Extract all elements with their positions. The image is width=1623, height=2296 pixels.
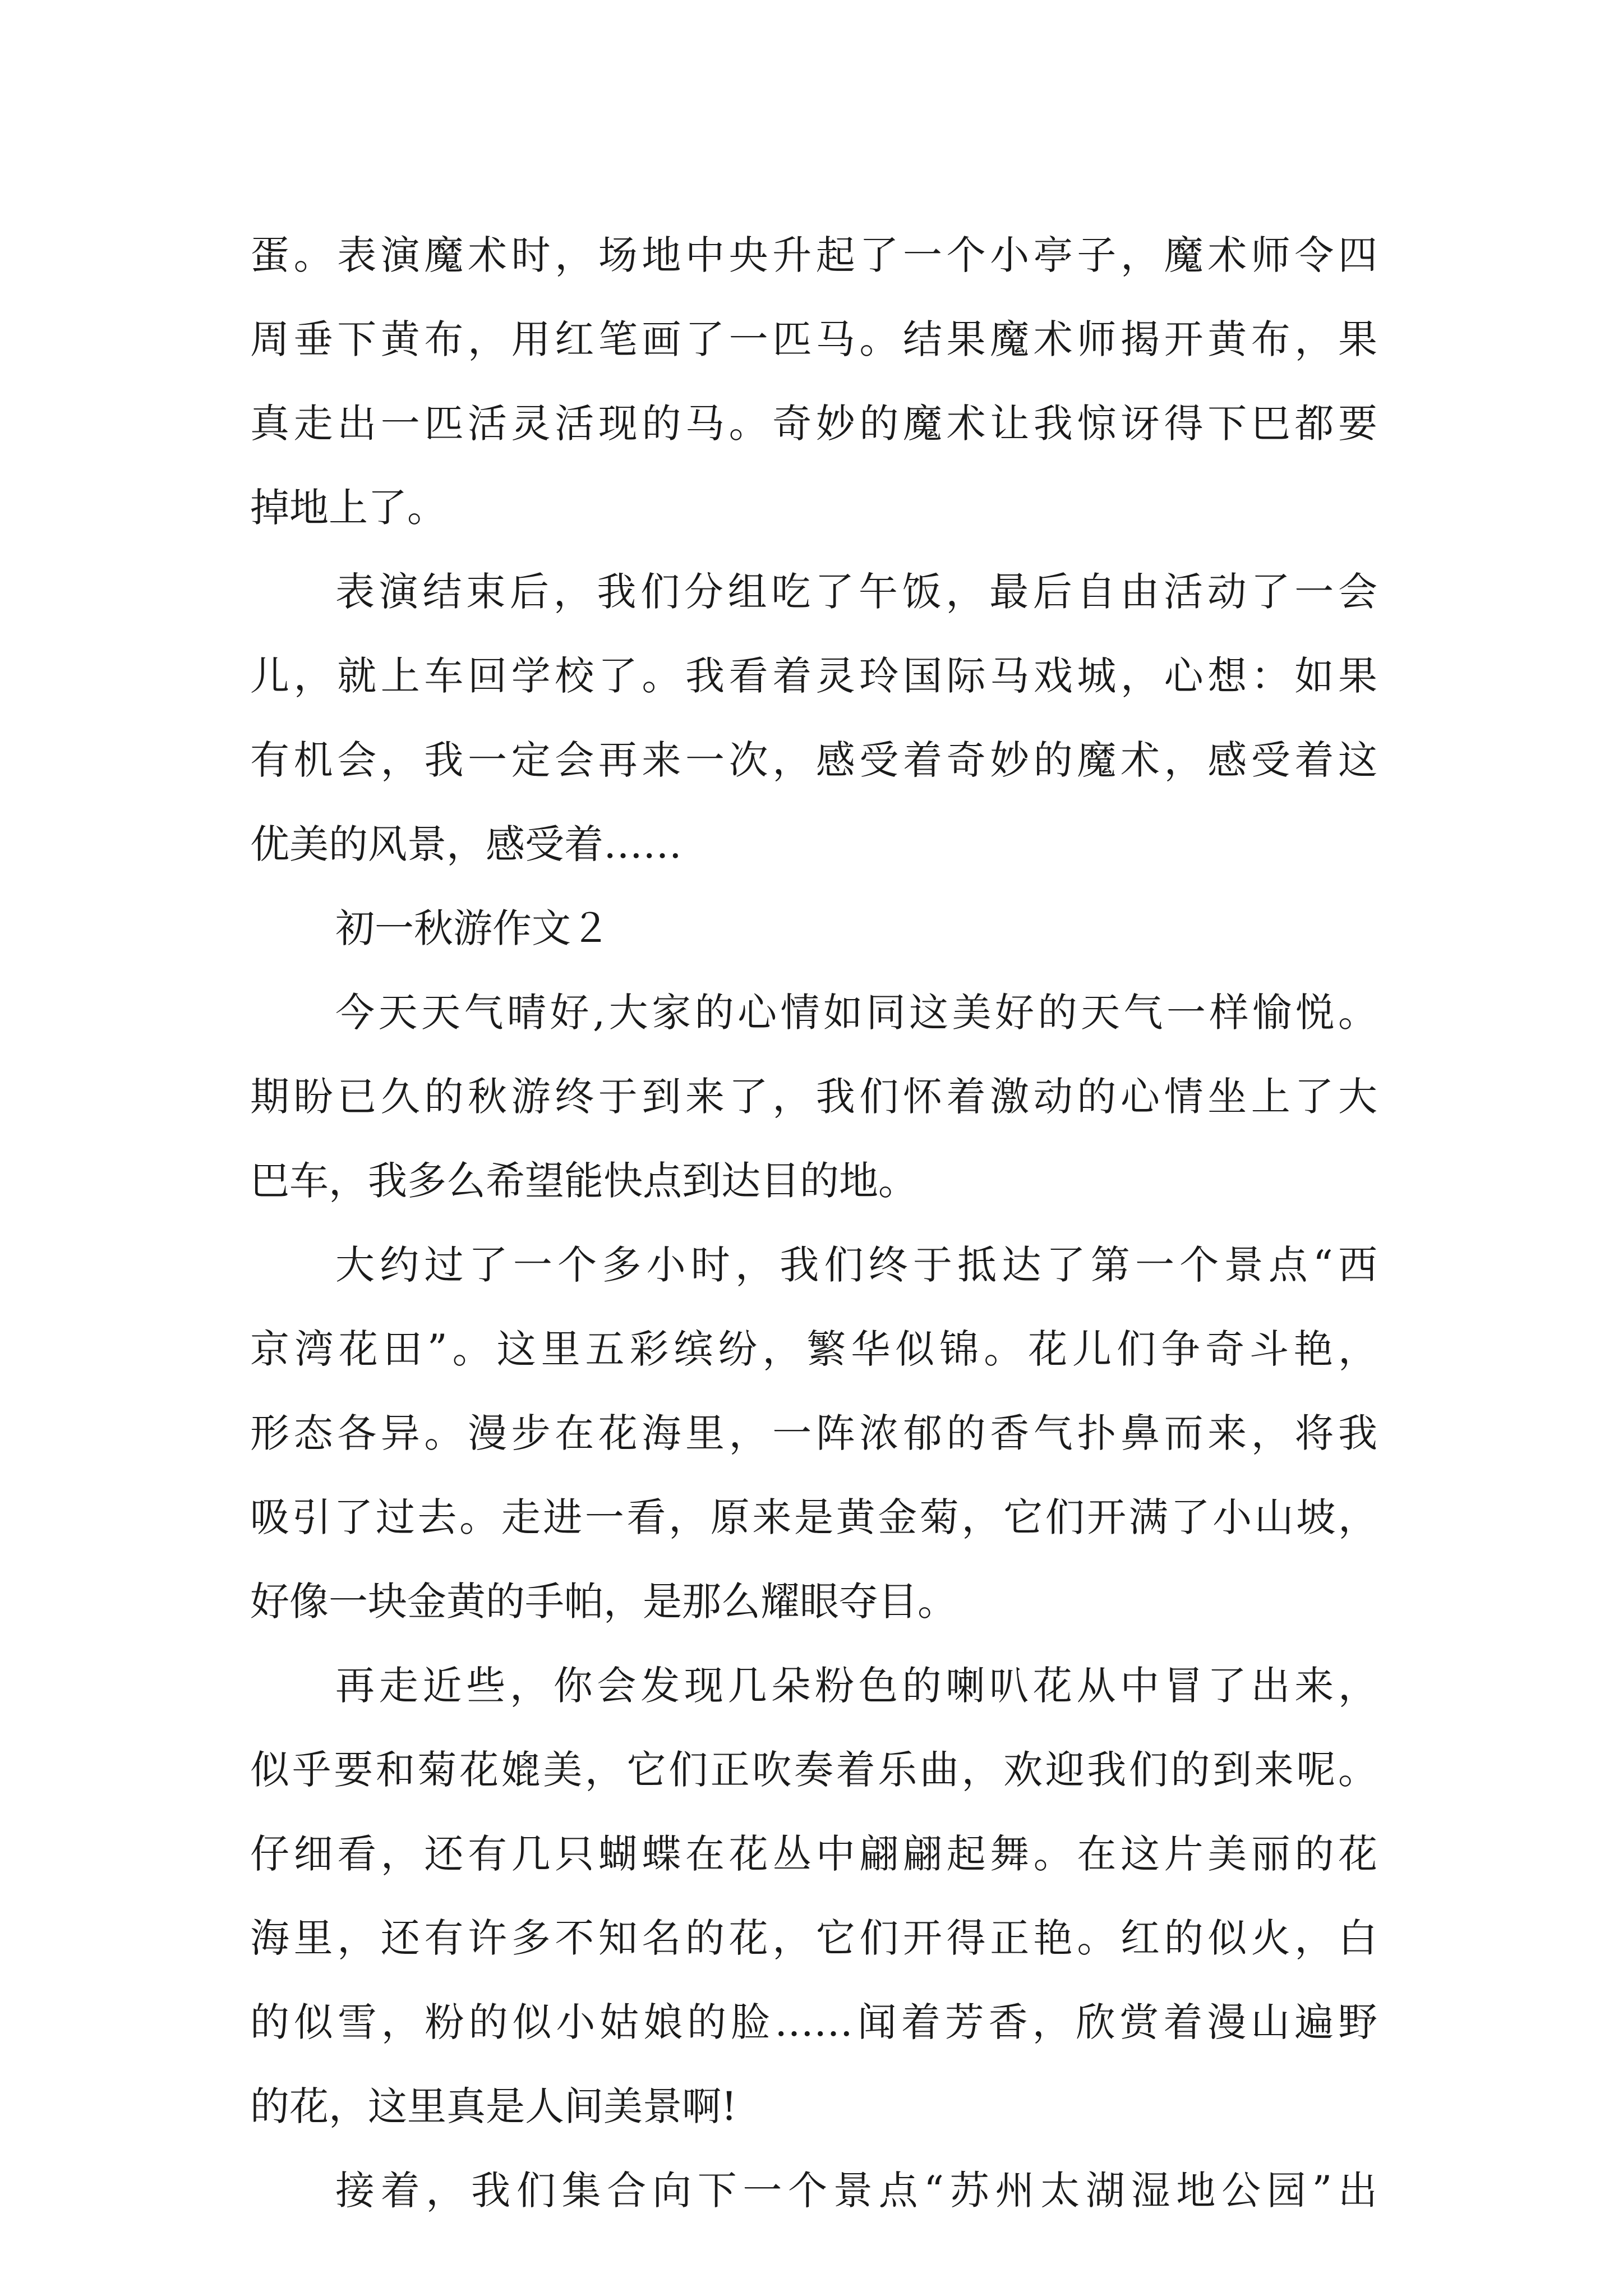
- essay-text: [250, 213, 1377, 2233]
- text-line: 形态各异。漫步在花海里，一阵浓郁的香气扑鼻而来，将我: [250, 1410, 1377, 1456]
- text-line: 大约过了一个多小时，我们终于抵达了第一个景点“西: [335, 1242, 1377, 1288]
- text-line: 期盼已久的秋游终于到来了，我们怀着激动的心情坐上了大: [250, 1074, 1377, 1120]
- text-line: 京湾花田”。这里五彩缤纷，繁华似锦。花儿们争奇斗艳，: [250, 1326, 1377, 1372]
- text-line: 今天天气晴好,大家的心情如同这美好的天气一样愉悦。: [335, 990, 1377, 1036]
- text-line: 优美的风景，感受着……: [250, 821, 682, 867]
- text-line: 儿，就上车回学校了。我看着灵玲国际马戏城，心想：如果: [250, 653, 1377, 699]
- text-line: 再走近些，你会发现几朵粉色的喇叭花从中冒了出来，: [335, 1663, 1377, 1709]
- text-line: 掉地上了。: [250, 485, 446, 531]
- text-line: 有机会，我一定会再来一次，感受着奇妙的魔术，感受着这: [250, 737, 1377, 783]
- text-line: 好像一块金黄的手帕，是那么耀眼夺目。: [250, 1579, 957, 1625]
- text-line: 似乎要和菊花媲美，它们正吹奏着乐曲，欢迎我们的到来呢。: [250, 1747, 1377, 1793]
- text-line: 吸引了过去。走进一看，原来是黄金菊，它们开满了小山坡，: [250, 1494, 1377, 1540]
- text-line: 仔细看，还有几只蝴蝶在花丛中翩翩起舞。在这片美丽的花: [250, 1831, 1377, 1877]
- text-line: 的花，这里真是人间美景啊!: [250, 2083, 737, 2129]
- section-heading: 初一秋游作文２: [335, 905, 610, 951]
- text-line: 巴车，我多么希望能快点到达目的地。: [250, 1158, 917, 1204]
- text-line: 周垂下黄布，用红笔画了一匹马。结果魔术师揭开黄布，果: [250, 316, 1377, 362]
- text-line: 的似雪，粉的似小姑娘的脸……闻着芳香，欣赏着漫山遍野: [250, 1999, 1377, 2045]
- text-line: 蛋。表演魔术时，场地中央升起了一个小亭子，魔术师令四: [250, 232, 1377, 278]
- text-line: 接着，我们集合向下一个景点“苏州太湖湿地公园”出: [335, 2168, 1377, 2214]
- text-line: 真走出一匹活灵活现的马。奇妙的魔术让我惊讶得下巴都要: [250, 401, 1377, 447]
- text-line: 表演结束后，我们分组吃了午饭，最后自由活动了一会: [335, 569, 1377, 615]
- text-line: 海里，还有许多不知名的花，它们开得正艳。红的似火，白: [250, 1915, 1377, 1961]
